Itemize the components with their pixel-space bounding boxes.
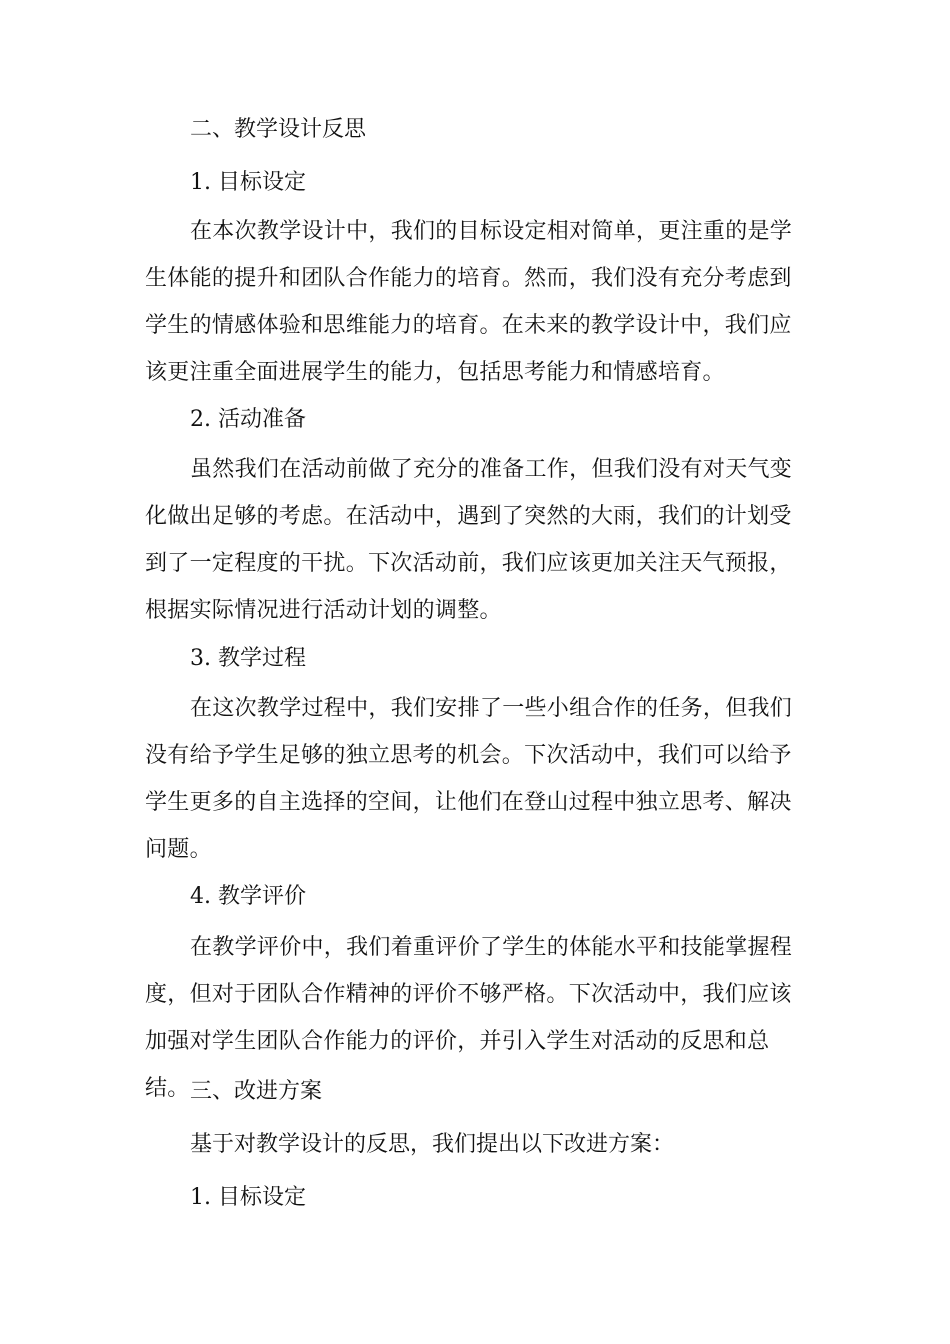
- item-4-heading: 4. 教学评价: [190, 884, 306, 909]
- item-3-paragraph: 在这次教学过程中，我们安排了一些小组合作的任务，但我们没有给予学生足够的独立思考的机会。下次活动中，我们可以给予学生更多的自主选择的空间，让他们在登山过程中独立思考、解决问题。: [145, 696, 793, 862]
- item-4-paragraph: 在教学评价中，我们着重评价了学生的体能水平和技能掌握程度，但对于团队合作精神的评价不够严格。下次活动中，我们应该加强对学生团队合作能力的评价，并引入学生对活动的反思和总结。: [145, 935, 793, 1101]
- item-1-paragraph: 在本次教学设计中，我们的目标设定相对简单，更注重的是学生体能的提升和团队合作能力的培育。然而，我们没有充分考虑到学生的情感体验和思维能力的培育。在未来的教学设计中，我们应该更注重全面进展学生的能力，包括思考能力和情感培育。: [145, 219, 793, 385]
- section-3-item-1-heading: 1. 目标设定: [190, 1185, 306, 1210]
- item-2-paragraph: 虽然我们在活动前做了充分的准备工作，但我们没有对天气变化做出足够的考虑。在活动中，遇到了突然的大雨，我们的计划受到了一定程度的干扰。下次活动前，我们应该更加关注天气预报，根据实际情况进行活动计划的调整。: [145, 457, 793, 623]
- section-3-intro: 基于对教学设计的反思，我们提出以下改进方案：: [190, 1132, 675, 1157]
- item-2-heading: 2. 活动准备: [190, 407, 306, 432]
- section-2-heading: 二、教学设计反思: [190, 117, 367, 142]
- section-3-heading: 三、改进方案: [190, 1079, 323, 1104]
- item-1-heading: 1. 目标设定: [190, 170, 306, 195]
- item-3-heading: 3. 教学过程: [190, 646, 306, 671]
